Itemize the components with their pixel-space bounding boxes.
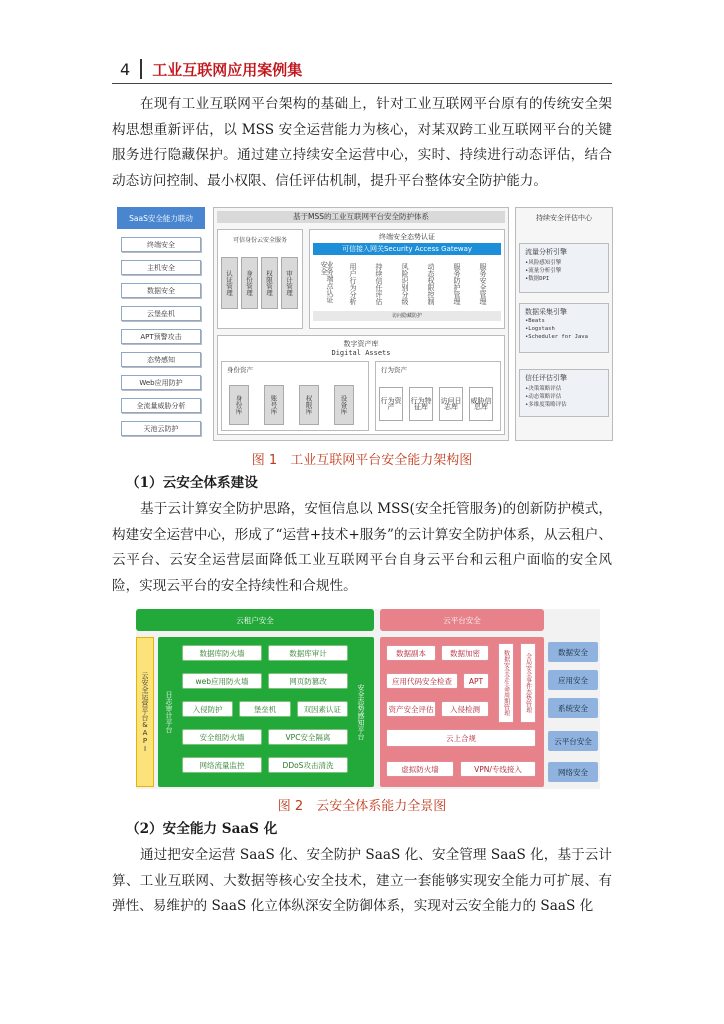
left-item: 全流量威胁分析 bbox=[121, 398, 201, 413]
intro-paragraph: 在现有工业互联网平台架构的基础上，针对工业互联网平台原有的传统安全架构思想重新评估，以 MSS 安全运营能力为核心，对某双跨工业互联网平台的关键服务进行隐藏保护。通过建立持续安全运营中心，实时、持续进行动态评估，结合动态访问控制、最小权限、信任评估机制，提升平台整体安全防护能力。 bbox=[112, 96, 612, 189]
red-vertical-2: 全局安全事件态势管理 bbox=[520, 643, 536, 723]
trusted-item: 身份管理 bbox=[241, 257, 258, 309]
level-item: 云平台安全 bbox=[548, 731, 598, 751]
green-item: 堡垒机 bbox=[239, 701, 290, 717]
main-title: 基于MSS的工业互联网平台安全防护体系 bbox=[217, 211, 505, 223]
left-item: 天池云防护 bbox=[121, 421, 201, 436]
gateway-item: 服务防护管理 bbox=[453, 263, 461, 305]
ops-platform-bar: 云安全运营平台&API bbox=[136, 637, 154, 787]
header-divider bbox=[140, 59, 142, 79]
green-item: web应用防火墙 bbox=[182, 673, 262, 689]
figure-1-caption: 图 1 工业互联网平台安全能力架构图 bbox=[251, 453, 473, 468]
left-item: 数据安全 bbox=[121, 283, 201, 298]
figure-2-panorama bbox=[136, 609, 600, 789]
engine-item: •多维度策略评估 bbox=[525, 402, 567, 408]
gateway-item: 持续信任评估 bbox=[375, 263, 383, 305]
trusted-identity-title: 可信身份云安全服务 bbox=[232, 237, 287, 244]
red-item: 应用代码安全检查 bbox=[386, 673, 458, 689]
behavior-item: 访问日志库 bbox=[439, 387, 463, 421]
tenant-security-bar: 云租户安全 bbox=[136, 609, 374, 631]
red-vertical-1: 数据安全全生命周期管理 bbox=[498, 643, 514, 723]
green-item: 数据库防火墙 bbox=[182, 645, 262, 661]
behavior-item: 威胁信息库 bbox=[469, 387, 493, 421]
section-1-title: （1）云安全体系建设 bbox=[126, 475, 258, 491]
left-item: 态势感知 bbox=[121, 352, 201, 367]
platform-security-bar: 云平台安全 bbox=[380, 609, 544, 631]
header-rule bbox=[112, 83, 612, 84]
left-item: 云堡垒机 bbox=[121, 306, 201, 321]
gateway-item: 用户行为分析 bbox=[349, 263, 357, 305]
left-header: SaaS安全能力联动 bbox=[117, 207, 205, 229]
page-number: 4 bbox=[120, 59, 131, 79]
engine-title: 信任评估引擎 bbox=[525, 374, 567, 382]
gateway-item: 风险识别分级 bbox=[401, 263, 409, 305]
green-item: 网络流量监控 bbox=[182, 757, 262, 773]
compliance-bar: 云上合规 bbox=[386, 729, 536, 747]
engine-item: •流量分析引擎 bbox=[525, 268, 562, 274]
green-item: DDoS攻击清洗 bbox=[268, 757, 348, 773]
green-item: VPC安全隔离 bbox=[268, 729, 348, 745]
left-item: Web应用防护 bbox=[121, 375, 201, 390]
trusted-item: 权限管理 bbox=[261, 257, 278, 309]
green-item: 双因素认证 bbox=[297, 701, 348, 717]
gateway-item: 动态权限控制 bbox=[427, 263, 435, 305]
terminal-title: 终端安全态势认证 bbox=[379, 233, 435, 241]
red-item: 入侵检测 bbox=[441, 701, 489, 717]
engine-item: •数据DPI bbox=[525, 276, 550, 282]
gateway-item: 服务安全管理 bbox=[479, 263, 487, 305]
engine-item: •Beats bbox=[525, 318, 545, 324]
asset-en: Digital Assets bbox=[331, 349, 391, 357]
section-2-title: （2）安全能力 SaaS 化 bbox=[126, 821, 278, 837]
green-item: 数据库审计 bbox=[268, 645, 348, 661]
right-title: 持续安全评估中心 bbox=[536, 214, 592, 222]
figure-1-architecture bbox=[117, 207, 613, 441]
gateway-bar: 可信接入网关Security Access Gateway bbox=[313, 243, 501, 255]
red-item: 资产安全评估 bbox=[386, 701, 436, 717]
identity-item: 账号库 bbox=[264, 385, 284, 425]
trusted-item: 认证管理 bbox=[221, 257, 238, 309]
engine-item: •决策策略评估 bbox=[525, 386, 562, 392]
green-item: 网页防篡改 bbox=[268, 673, 348, 689]
red-bottom-1: 虚拟防火墙 bbox=[386, 761, 454, 777]
behavior-asset-title: 行为资产 bbox=[381, 366, 407, 374]
level-item: 数据安全 bbox=[548, 642, 598, 662]
behavior-item: 行为资产 bbox=[379, 387, 403, 421]
red-bottom-2: VPN/专线接入 bbox=[460, 761, 536, 777]
red-item: 数据副本 bbox=[386, 645, 436, 661]
engine-title: 流量分析引擎 bbox=[525, 248, 567, 256]
situation-platform-col: 安全态势感知平台 bbox=[357, 684, 365, 740]
audit-platform-col: 日志审计平台 bbox=[165, 691, 173, 733]
engine-item: •Scheduler for Java bbox=[525, 334, 588, 340]
engine-item: •Logstash bbox=[525, 326, 555, 332]
green-item: 入侵防护 bbox=[182, 701, 233, 717]
level-item: 网络安全 bbox=[548, 762, 598, 782]
asset-title: 数字资产库 bbox=[343, 340, 379, 348]
behavior-item: 行为特征库 bbox=[409, 387, 433, 421]
left-item: 主机安全 bbox=[121, 260, 201, 275]
identity-item: 身份库 bbox=[229, 385, 249, 425]
running-header bbox=[120, 56, 302, 82]
left-item: 终端安全 bbox=[121, 237, 201, 252]
red-item: APT bbox=[463, 673, 489, 689]
level-item: 系统安全 bbox=[548, 698, 598, 718]
level-item: 应用安全 bbox=[548, 670, 598, 690]
section-1-paragraph: 基于云计算安全防护思路，安恒信息以 MSS(安全托管服务)的创新防护模式，构建安全运营中心，形成了“运营+技术+服务”的云计算安全防护体系，从云租户、云平台、云安全运营层面降低工业互联网平台自身云平台和云租户面临的安全风险，实现云平台的安全持续性和合规性。 bbox=[112, 501, 612, 594]
book-title: 工业互联网应用案例集 bbox=[152, 60, 303, 79]
identity-item: 权限库 bbox=[299, 385, 319, 425]
engine-item: •风险感知引擎 bbox=[525, 260, 562, 266]
gateway-footer: 访问隐藏防护 bbox=[313, 311, 501, 321]
trusted-item: 审计管理 bbox=[281, 257, 298, 309]
identity-item: 设备库 bbox=[334, 385, 354, 425]
green-item: 安全组防火墙 bbox=[182, 729, 262, 745]
identity-asset-title: 身份资产 bbox=[227, 366, 253, 374]
red-item: 数据加密 bbox=[441, 645, 489, 661]
figure-2-caption: 图 2 云安全体系能力全景图 bbox=[277, 799, 447, 814]
gateway-item: 业务端点认证安全 bbox=[320, 261, 334, 303]
engine-title: 数据采集引擎 bbox=[525, 308, 567, 316]
section-2-paragraph: 通过把安全运营 SaaS 化、安全防护 SaaS 化、安全管理 SaaS 化，基于云计算、工业互联网、大数据等核心安全技术，建立一套能够实现安全能力可扩展、有弹性、易维护的 SaaS 化立体纵深安全防御体系，实现对云安全能力的 SaaS 化 bbox=[112, 847, 612, 915]
engine-item: •动态策略评估 bbox=[525, 394, 562, 400]
left-item: APT预警攻击 bbox=[121, 329, 201, 344]
